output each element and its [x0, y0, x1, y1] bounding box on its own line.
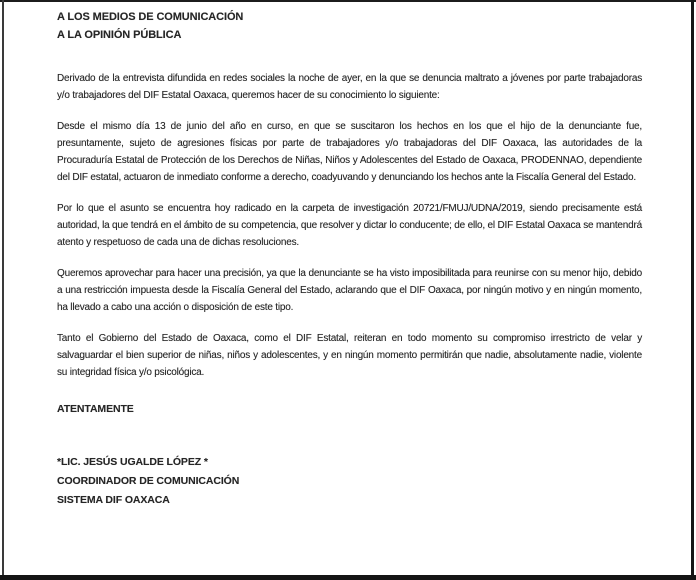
signatory-title: COORDINADOR DE COMUNICACIÓN — [57, 475, 240, 487]
signature-block — [57, 453, 642, 510]
signatory-name: *LIC. JESÚS UGALDE LÓPEZ * — [57, 456, 208, 468]
page-bottom-edge — [0, 575, 696, 580]
recipient-public-line: A LA OPINIÓN PÚBLICA — [57, 29, 182, 41]
paragraph-investigation: Por lo que el asunto se encuentra hoy radicado en la carpeta de investigación 20721/FMUJ/UDNA/2019, siendo precisamente está autoridad, la que tendrá en el ámbito de su competencia, que resolver y dictar lo conducente; de ello, el DIF Estatal Oaxaca se mantendrá atento y respetuoso de cada una de dichas resoluciones. — [57, 203, 642, 248]
paragraph-intro: Derivado de la entrevista difundida en redes sociales la noche de ayer, en la que se denuncia maltrato a jóvenes por parte trabajadoras y/o trabajadores del DIF Estatal Oaxaca, queremos hacer de su conocimiento lo siguiente: — [57, 73, 642, 101]
signatory-organization: SISTEMA DIF OAXACA — [57, 494, 170, 506]
recipient-media-line: A LOS MEDIOS DE COMUNICACIÓN — [57, 11, 244, 23]
paragraph-commitment: Tanto el Gobierno del Estado de Oaxaca, como el DIF Estatal, reiteran en todo momento su compromiso irrestricto de velar y salvaguardar el bien superior de niñas, niños y adolescentes, y en ningún momento permitirán que nadie, absolutamente nadie, violente su integridad física y/o psicológica. — [57, 333, 642, 378]
closing-salutation: ATENTAMENTE — [57, 403, 134, 415]
document-content — [57, 8, 642, 510]
page-top-edge — [0, 0, 696, 2]
paragraph-clarification: Queremos aprovechar para hacer una precisión, ya que la denunciante se ha visto imposibilitada para reunirse con su menor hijo, debido a una restricción impuesta desde la Fiscalía General del Estado, aclarando que el DIF Oaxaca, por ningún motivo y en ningún momento, ha llevado a cabo una acción o disposición de este tipo. — [57, 268, 642, 313]
recipient-block — [57, 8, 642, 44]
page-left-edge — [2, 0, 4, 580]
page-right-edge — [691, 0, 694, 580]
paragraph-facts: Desde el mismo día 13 de junio del año en curso, en que se suscitaron los hechos en los que el hijo de la denunciante fue, presuntamente, sujeto de agresiones físicas por parte de trabajadores y/o trabajadoras del DIF Oaxaca, las autoridades de la Procuraduría Estatal de Protección de los Derechos de Niñas, Niños y Adolescentes del Estado de Oaxaca, PRODENNAO, dependiente del DIF estatal, actuaron de inmediato conforme a derecho, coadyuvando y denunciando los hechos ante la Fiscalía General del Estado. — [57, 121, 642, 183]
